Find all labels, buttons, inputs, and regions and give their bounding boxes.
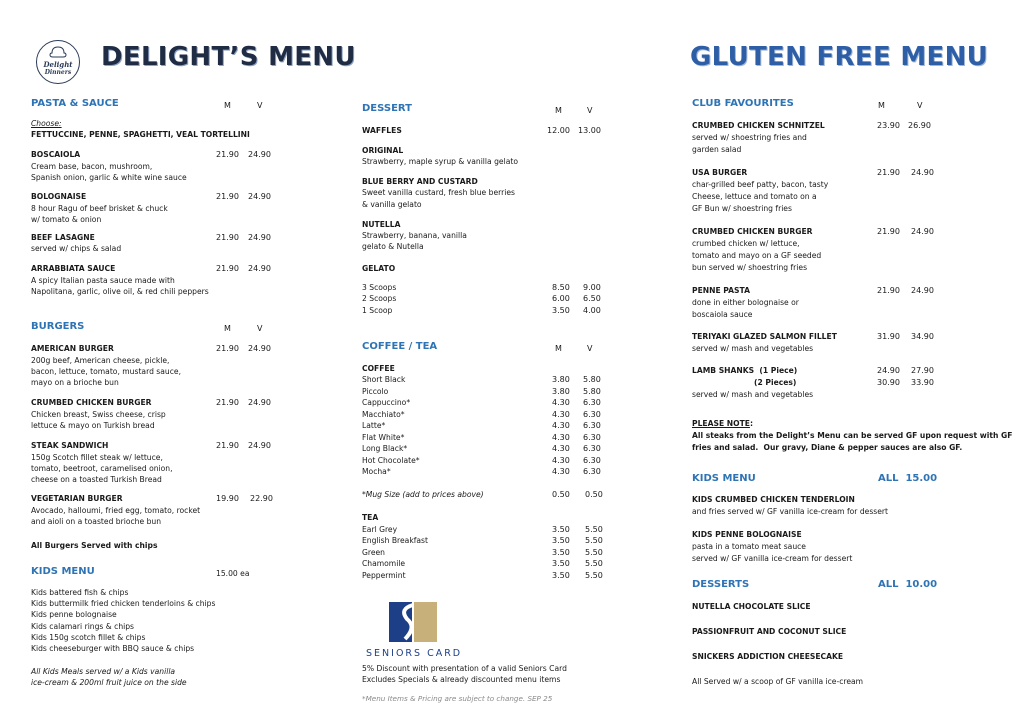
price-m: 4.30 bbox=[552, 410, 570, 419]
menu-item-desc: Napolitana, garlic, olive oil, & red chili peppers bbox=[31, 287, 209, 296]
price-m: 3.50 bbox=[552, 571, 570, 580]
coffee-item: Mocha* bbox=[362, 467, 391, 476]
pricing-disclaimer: *Menu Items & Pricing are subject to change. SEP 25 bbox=[362, 694, 553, 703]
gelato-scoop: 2 Scoops bbox=[362, 294, 397, 303]
coffee-item: Latte* bbox=[362, 421, 386, 430]
kids-item: Kids calamari rings & chips bbox=[31, 622, 135, 631]
gelato-scoop: 1 Scoop bbox=[362, 306, 393, 315]
burgers-m-header: M bbox=[224, 324, 231, 333]
pasta-choose-list: FETTUCCINE, PENNE, SPAGHETTI, VEAL TORTELLINI bbox=[31, 130, 250, 139]
menu-item-desc: Strawberry, maple syrup & vanilla gelato bbox=[362, 157, 518, 166]
menu-item-desc: gelato & Nutella bbox=[362, 242, 424, 251]
coffee-v-header: V bbox=[587, 344, 593, 353]
price-m: 3.50 bbox=[552, 548, 570, 557]
kids-item: Kids cheeseburger with BBQ sauce & chips bbox=[31, 644, 195, 653]
desserts-note: All Served w/ a scoop of GF vanilla ice-cream bbox=[692, 677, 864, 686]
price-v: 5.50 bbox=[585, 525, 603, 534]
menu-item-name: CRUMBED CHICKEN BURGER bbox=[31, 398, 152, 407]
menu-item-desc: garden salad bbox=[692, 145, 742, 154]
pasta-section-title: PASTA & SAUCE bbox=[31, 98, 119, 109]
price-m: 3.80 bbox=[552, 387, 570, 396]
coffee-item: Hot Chocolate* bbox=[362, 456, 420, 465]
menu-item-desc: Strawberry, banana, vanilla bbox=[362, 231, 467, 240]
price-v: 24.90 bbox=[248, 344, 271, 353]
tea-item: Chamomile bbox=[362, 559, 406, 568]
price-m: 6.00 bbox=[552, 294, 570, 303]
price-m: 4.30 bbox=[552, 444, 570, 453]
price-v: 13.00 bbox=[578, 126, 601, 135]
menu-item-name: ORIGINAL bbox=[362, 146, 404, 155]
gf-kids-menu-title: KIDS MENU bbox=[692, 473, 756, 484]
price-v: 4.00 bbox=[583, 306, 601, 315]
kids-item: Kids penne bolognaise bbox=[31, 610, 117, 619]
menu-item-name: PENNE PASTA bbox=[692, 286, 750, 295]
price-m: 24.90 bbox=[877, 366, 900, 375]
price-m: 21.90 bbox=[216, 441, 239, 450]
price-v: 6.30 bbox=[583, 421, 601, 430]
price-m: 21.90 bbox=[877, 227, 900, 236]
menu-item-name: ARRABBIATA SAUCE bbox=[31, 264, 116, 273]
price-m: 19.90 bbox=[216, 494, 239, 503]
price-v: 24.90 bbox=[248, 264, 271, 273]
gluten-free-menu-title: GLUTEN FREE MENU bbox=[690, 42, 989, 72]
price-m: 23.90 bbox=[877, 121, 900, 130]
price-m: 21.90 bbox=[216, 150, 239, 159]
menu-item-desc: char-grilled beef patty, bacon, tasty bbox=[692, 180, 829, 189]
chef-hat-icon bbox=[38, 42, 78, 82]
burgers-note: All Burgers Served with chips bbox=[31, 541, 158, 550]
price-m: 4.30 bbox=[552, 456, 570, 465]
price-v: 24.90 bbox=[248, 192, 271, 201]
menu-item-desc: crumbed chicken w/ lettuce, bbox=[692, 239, 800, 248]
price-v: 6.30 bbox=[583, 467, 601, 476]
pasta-v-header: V bbox=[257, 101, 263, 110]
menu-item-name: AMERICAN BURGER bbox=[31, 344, 114, 353]
price-m: 4.30 bbox=[552, 421, 570, 430]
price-m: 21.90 bbox=[216, 264, 239, 273]
price-v: 5.50 bbox=[585, 571, 603, 580]
price-m: 8.50 bbox=[552, 283, 570, 292]
pasta-choose-label: Choose: bbox=[31, 119, 62, 128]
seniors-card-icon bbox=[387, 601, 439, 643]
price-m: 21.90 bbox=[216, 233, 239, 242]
price-m: 3.50 bbox=[552, 536, 570, 545]
price-m: 30.90 bbox=[877, 378, 900, 387]
price-v: 22.90 bbox=[250, 494, 273, 503]
dessert-item: NUTELLA CHOCOLATE SLICE bbox=[692, 602, 811, 611]
menu-item-name: TERIYAKI GLAZED SALMON FILLET bbox=[692, 332, 837, 341]
price-v: 24.90 bbox=[911, 227, 934, 236]
price-m: 3.50 bbox=[552, 525, 570, 534]
price-v: 24.90 bbox=[911, 286, 934, 295]
kids-item: Kids buttermilk fried chicken tenderloins & chips bbox=[31, 599, 216, 608]
price-m: 4.30 bbox=[552, 467, 570, 476]
menu-item-desc: served w/ GF vanilla ice-cream for dessert bbox=[692, 554, 853, 563]
gelato-title: GELATO bbox=[362, 264, 396, 273]
gelato-scoop: 3 Scoops bbox=[362, 283, 397, 292]
dessert-v-header: V bbox=[587, 106, 593, 115]
dessert-item: SNICKERS ADDICTION CHEESECAKE bbox=[692, 652, 844, 661]
menu-item-desc: GF Bun w/ shoestring fries bbox=[692, 204, 792, 213]
price-m: 3.50 bbox=[552, 306, 570, 315]
menu-item-desc: pasta in a tomato meat sauce bbox=[692, 542, 806, 551]
menu-item-desc: Chicken breast, Swiss cheese, crisp bbox=[31, 410, 166, 419]
please-note-line-1: All steaks from the Delight’s Menu can be served GF upon request with GF bbox=[692, 431, 1013, 440]
gf-desserts-title: DESSERTS bbox=[692, 579, 750, 590]
menu-item-name: BLUE BERRY AND CUSTARD bbox=[362, 177, 478, 186]
coffee-item: Flat White* bbox=[362, 433, 405, 442]
price-v: 9.00 bbox=[583, 283, 601, 292]
menu-item-name: STEAK SANDWICH bbox=[31, 441, 109, 450]
coffee-item: Long Black* bbox=[362, 444, 408, 453]
please-note-line-2: fries and salad. Our gravy, Diane & pepper sauces are also GF. bbox=[692, 443, 963, 452]
kids-note: All Kids Meals served w/ a Kids vanilla bbox=[31, 667, 176, 676]
menu-item-desc: served w/ chips & salad bbox=[31, 244, 122, 253]
price-v: 6.30 bbox=[583, 410, 601, 419]
lamb-shanks-2-pieces: (2 Pieces) bbox=[754, 378, 797, 387]
burgers-section-title: BURGERS bbox=[31, 321, 85, 332]
tea-subtitle: TEA bbox=[362, 513, 379, 522]
menu-item-desc: and fries served w/ GF vanilla ice-cream for dessert bbox=[692, 507, 888, 516]
menu-item-desc: boscaiola sauce bbox=[692, 310, 753, 319]
price-v: 24.90 bbox=[248, 233, 271, 242]
price-v: 27.90 bbox=[911, 366, 934, 375]
price-v: 33.90 bbox=[911, 378, 934, 387]
menu-item-desc: bun served w/ shoestring fries bbox=[692, 263, 808, 272]
price-m: 3.50 bbox=[552, 559, 570, 568]
lamb-shanks-name: LAMB SHANKS (1 Piece) bbox=[692, 366, 798, 375]
price-v: 0.50 bbox=[585, 490, 603, 499]
menu-item-name: KIDS PENNE BOLOGNAISE bbox=[692, 530, 802, 539]
menu-item-desc: served w/ mash and vegetables bbox=[692, 344, 814, 353]
menu-item-desc: Cream base, bacon, mushroom, bbox=[31, 162, 153, 171]
club-favourites-title: CLUB FAVOURITES bbox=[692, 98, 794, 109]
menu-item-desc: 8 hour Ragu of beef brisket & chuck bbox=[31, 204, 168, 213]
menu-item-desc: A spicy Italian pasta sauce made with bbox=[31, 276, 175, 285]
menu-item-name: NUTELLA bbox=[362, 220, 401, 229]
price-v: 6.30 bbox=[583, 444, 601, 453]
kids-price: 15.00 ea bbox=[216, 569, 250, 578]
price-m: 3.80 bbox=[552, 375, 570, 384]
price-m: 21.90 bbox=[216, 398, 239, 407]
menu-item-desc: lettuce & mayo on Turkish bread bbox=[31, 421, 155, 430]
price-m: 31.90 bbox=[877, 332, 900, 341]
tea-item: English Breakfast bbox=[362, 536, 428, 545]
price-v: 5.50 bbox=[585, 559, 603, 568]
price-v: 24.90 bbox=[248, 441, 271, 450]
price-v: 24.90 bbox=[911, 168, 934, 177]
delight-menu-title: DELIGHT’S MENU bbox=[101, 42, 356, 72]
price-v: 6.30 bbox=[583, 398, 601, 407]
please-note-heading bbox=[692, 418, 753, 430]
coffee-section-title: COFFEE / TEA bbox=[362, 341, 438, 352]
menu-item-desc: tomato and mayo on a GF seeded bbox=[692, 251, 822, 260]
menu-item-desc: Cheese, lettuce and tomato on a bbox=[692, 192, 817, 201]
gf-kids-price: ALL 15.00 bbox=[878, 473, 938, 484]
menu-item-desc: w/ tomato & onion bbox=[31, 215, 102, 224]
price-v: 6.30 bbox=[583, 456, 601, 465]
seniors-card-logo bbox=[387, 601, 439, 643]
menu-item-desc: tomato, beetroot, caramelised onion, bbox=[31, 464, 173, 473]
price-v: 5.80 bbox=[583, 387, 601, 396]
please-note-colon: : bbox=[749, 419, 753, 428]
price-v: 5.50 bbox=[585, 548, 603, 557]
menu-item-name: BOLOGNAISE bbox=[31, 192, 87, 201]
menu-item-name: BOSCAIOLA bbox=[31, 150, 81, 159]
delight-logo bbox=[36, 40, 80, 84]
price-v: 26.90 bbox=[908, 121, 931, 130]
waffles-name: WAFFLES bbox=[362, 126, 402, 135]
price-v: 6.30 bbox=[583, 433, 601, 442]
menu-item-name: CRUMBED CHICKEN BURGER bbox=[692, 227, 813, 236]
price-m: 21.90 bbox=[877, 286, 900, 295]
tea-item: Green bbox=[362, 548, 385, 557]
gf-desserts-price: ALL 10.00 bbox=[878, 579, 938, 590]
logo-line-1: Delight bbox=[43, 60, 73, 69]
price-v: 5.80 bbox=[583, 375, 601, 384]
menu-item-name: USA BURGER bbox=[692, 168, 748, 177]
menu-item-name: VEGETARIAN BURGER bbox=[31, 494, 123, 503]
menu-item-desc: served w/ shoestring fries and bbox=[692, 133, 807, 142]
coffee-item: Macchiato* bbox=[362, 410, 405, 419]
menu-item-desc: mayo on a brioche bun bbox=[31, 378, 119, 387]
tea-item: Peppermint bbox=[362, 571, 406, 580]
menu-item-desc: & vanilla gelato bbox=[362, 200, 422, 209]
seniors-line-2: Excludes Specials & already discounted menu items bbox=[362, 675, 561, 684]
menu-item-desc: done in either bolognaise or bbox=[692, 298, 799, 307]
menu-item-desc: and aioli on a toasted brioche bun bbox=[31, 517, 162, 526]
price-m: 0.50 bbox=[552, 490, 570, 499]
menu-item-desc: Spanish onion, garlic & white wine sauce bbox=[31, 173, 187, 182]
price-v: 34.90 bbox=[911, 332, 934, 341]
lamb-shanks-desc: served w/ mash and vegetables bbox=[692, 390, 814, 399]
price-m: 12.00 bbox=[547, 126, 570, 135]
burgers-v-header: V bbox=[257, 324, 263, 333]
price-v: 6.50 bbox=[583, 294, 601, 303]
menu-item-name: KIDS CRUMBED CHICKEN TENDERLOIN bbox=[692, 495, 855, 504]
tea-item: Earl Grey bbox=[362, 525, 398, 534]
logo-line-2: Dinners bbox=[44, 69, 72, 76]
coffee-item: Cappuccino* bbox=[362, 398, 411, 407]
price-m: 21.90 bbox=[877, 168, 900, 177]
seniors-line-1: 5% Discount with presentation of a valid Seniors Card bbox=[362, 664, 567, 673]
kids-item: Kids battered fish & chips bbox=[31, 588, 129, 597]
coffee-item: Short Black bbox=[362, 375, 406, 384]
dessert-m-header: M bbox=[555, 106, 562, 115]
dessert-section-title: DESSERT bbox=[362, 103, 412, 114]
coffee-subtitle: COFFEE bbox=[362, 364, 395, 373]
kids-note: ice-cream & 200ml fruit juice on the side bbox=[31, 678, 187, 687]
price-v: 24.90 bbox=[248, 398, 271, 407]
menu-item-desc: 150g Scotch fillet steak w/ lettuce, bbox=[31, 453, 163, 462]
please-note-label: PLEASE NOTE bbox=[692, 419, 750, 428]
pasta-m-header: M bbox=[224, 101, 231, 110]
menu-item-name: CRUMBED CHICKEN SCHNITZEL bbox=[692, 121, 825, 130]
menu-item-desc: cheese on a toasted Turkish Bread bbox=[31, 475, 162, 484]
price-m: 21.90 bbox=[216, 344, 239, 353]
coffee-m-header: M bbox=[555, 344, 562, 353]
dessert-item: PASSIONFRUIT AND COCONUT SLICE bbox=[692, 627, 847, 636]
club-m-header: M bbox=[878, 101, 885, 110]
menu-item-name: BEEF LASAGNE bbox=[31, 233, 95, 242]
menu-item-desc: bacon, lettuce, tomato, mustard sauce, bbox=[31, 367, 181, 376]
menu-item-desc: 200g beef, American cheese, pickle, bbox=[31, 356, 170, 365]
price-v: 24.90 bbox=[248, 150, 271, 159]
kids-item: Kids 150g scotch fillet & chips bbox=[31, 633, 146, 642]
kids-section-title: KIDS MENU bbox=[31, 566, 95, 577]
mug-size-note: *Mug Size (add to prices above) bbox=[362, 490, 484, 499]
coffee-item: Piccolo bbox=[362, 387, 389, 396]
menu-item-desc: Sweet vanilla custard, fresh blue berries bbox=[362, 188, 515, 197]
price-m: 4.30 bbox=[552, 433, 570, 442]
seniors-card-label: SENIORS CARD bbox=[366, 648, 463, 659]
price-m: 21.90 bbox=[216, 192, 239, 201]
price-m: 4.30 bbox=[552, 398, 570, 407]
price-v: 5.50 bbox=[585, 536, 603, 545]
club-v-header: V bbox=[917, 101, 923, 110]
menu-item-desc: Avocado, halloumi, fried egg, tomato, rocket bbox=[31, 506, 201, 515]
